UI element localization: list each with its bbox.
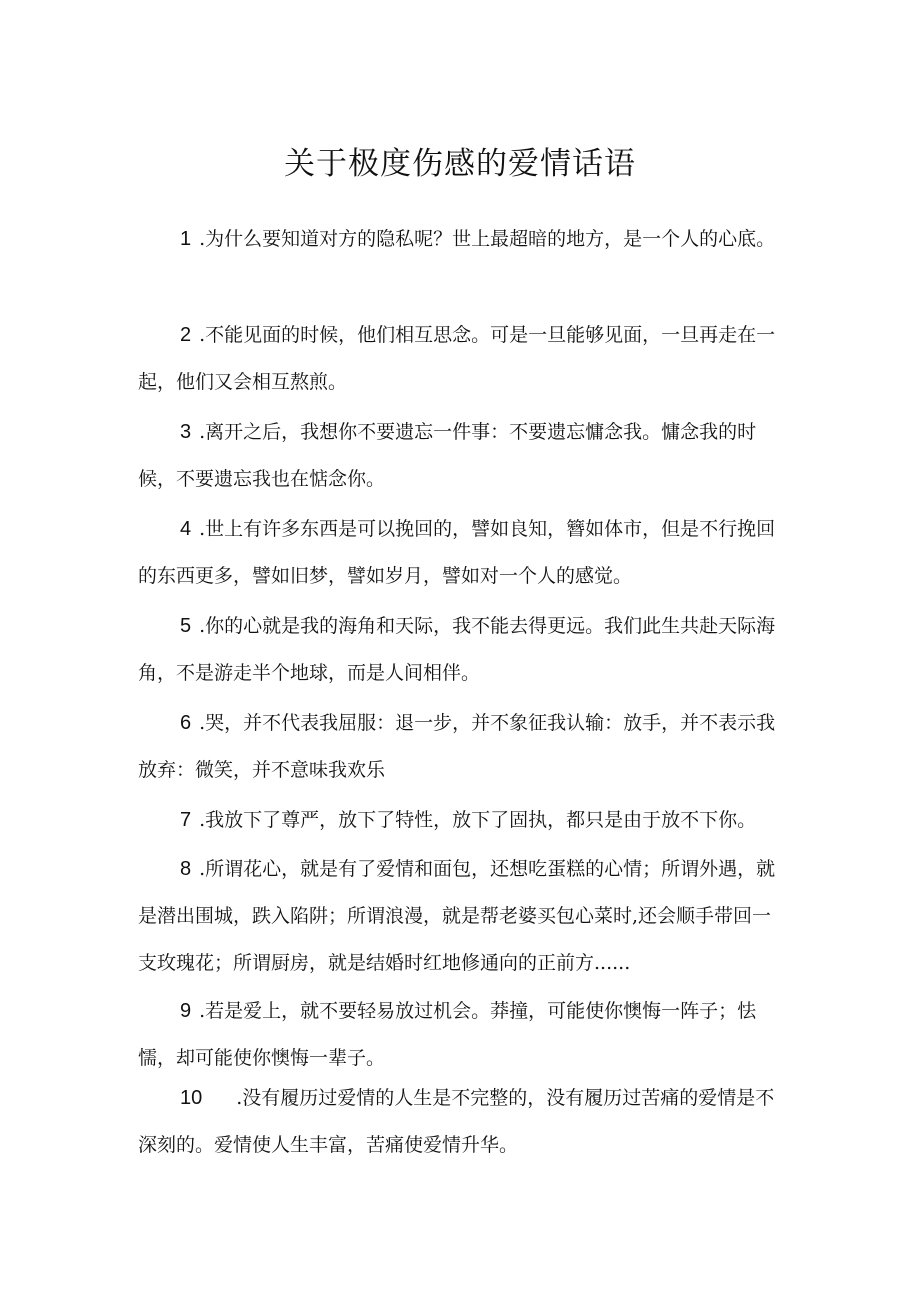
item-text: .为什么要知道对方的隐私呢？世上最超暗的地方，是一个人的心底。 (199, 228, 776, 250)
item-text: .所谓花心，就是有了爱情和面包，还想吃蛋糕的心情；所谓外遇，就是潜出围城，跌入陷阱；所谓浪漫，就是帮老婆买包心菜时,还会顺手带回一支玫瑰花；所谓厨房，就是结婚时红地修通向的正前方...... (138, 858, 776, 974)
item-text: .没有履历过爱情的人生是不完整的，没有履历过苦痛的爱情是不深刻的。爱情使人生丰富，苦痛使爱情升华。 (138, 1087, 775, 1156)
list-item (138, 603, 788, 697)
list-item (138, 409, 788, 503)
item-text: .离开之后，我想你不要遗忘一件事：不要遗忘慵念我。慵念我的时候，不要遗忘我也在惦念你。 (138, 421, 757, 490)
list-item (138, 700, 788, 794)
list-item (138, 988, 788, 1082)
item-number: 3 (180, 421, 192, 443)
item-number: 2 (180, 324, 192, 346)
item-text: .世上有许多东西是可以挽回的，譬如良知，簪如体市，但是不行挽回的东西更多，譬如旧梦，譬如岁月，譬如对一个人的感觉。 (138, 518, 776, 587)
item-text: .哭，并不代表我屈服：退一步，并不象征我认输：放手，并不表示我放弃：微笑，并不意味我欢乐 (138, 712, 776, 781)
item-number: 10 (180, 1087, 203, 1109)
item-number: 4 (180, 518, 192, 540)
list-item (138, 312, 788, 406)
item-number: 6 (180, 712, 192, 734)
page-title: 关于极度伤感的爱情话语 (284, 146, 636, 182)
list-item (138, 1075, 788, 1169)
list-item (138, 216, 788, 263)
list-item (138, 797, 788, 844)
item-number: 9 (180, 1000, 192, 1022)
list-item (138, 846, 788, 987)
item-text: .若是爱上，就不要轻易放过机会。莽撞，可能使你懊悔一阵子；怯懦，却可能使你懊悔一辈子。 (138, 1000, 757, 1069)
item-text: .不能见面的时候，他们相互思念。可是一旦能够见面，一旦再走在一起，他们又会相互熬煎。 (138, 324, 776, 393)
item-number: 1 (180, 228, 192, 250)
item-text: .我放下了尊严，放下了特性，放下了固执，都只是由于放不下你。 (199, 809, 757, 831)
list-item (138, 506, 788, 600)
item-text: .你的心就是我的海角和天际，我不能去得更远。我们此生共赴天际海角，不是游走半个地球，而是人间相伴。 (138, 615, 776, 684)
item-number: 8 (180, 858, 192, 880)
item-number: 7 (180, 809, 192, 831)
item-number: 5 (180, 615, 192, 637)
